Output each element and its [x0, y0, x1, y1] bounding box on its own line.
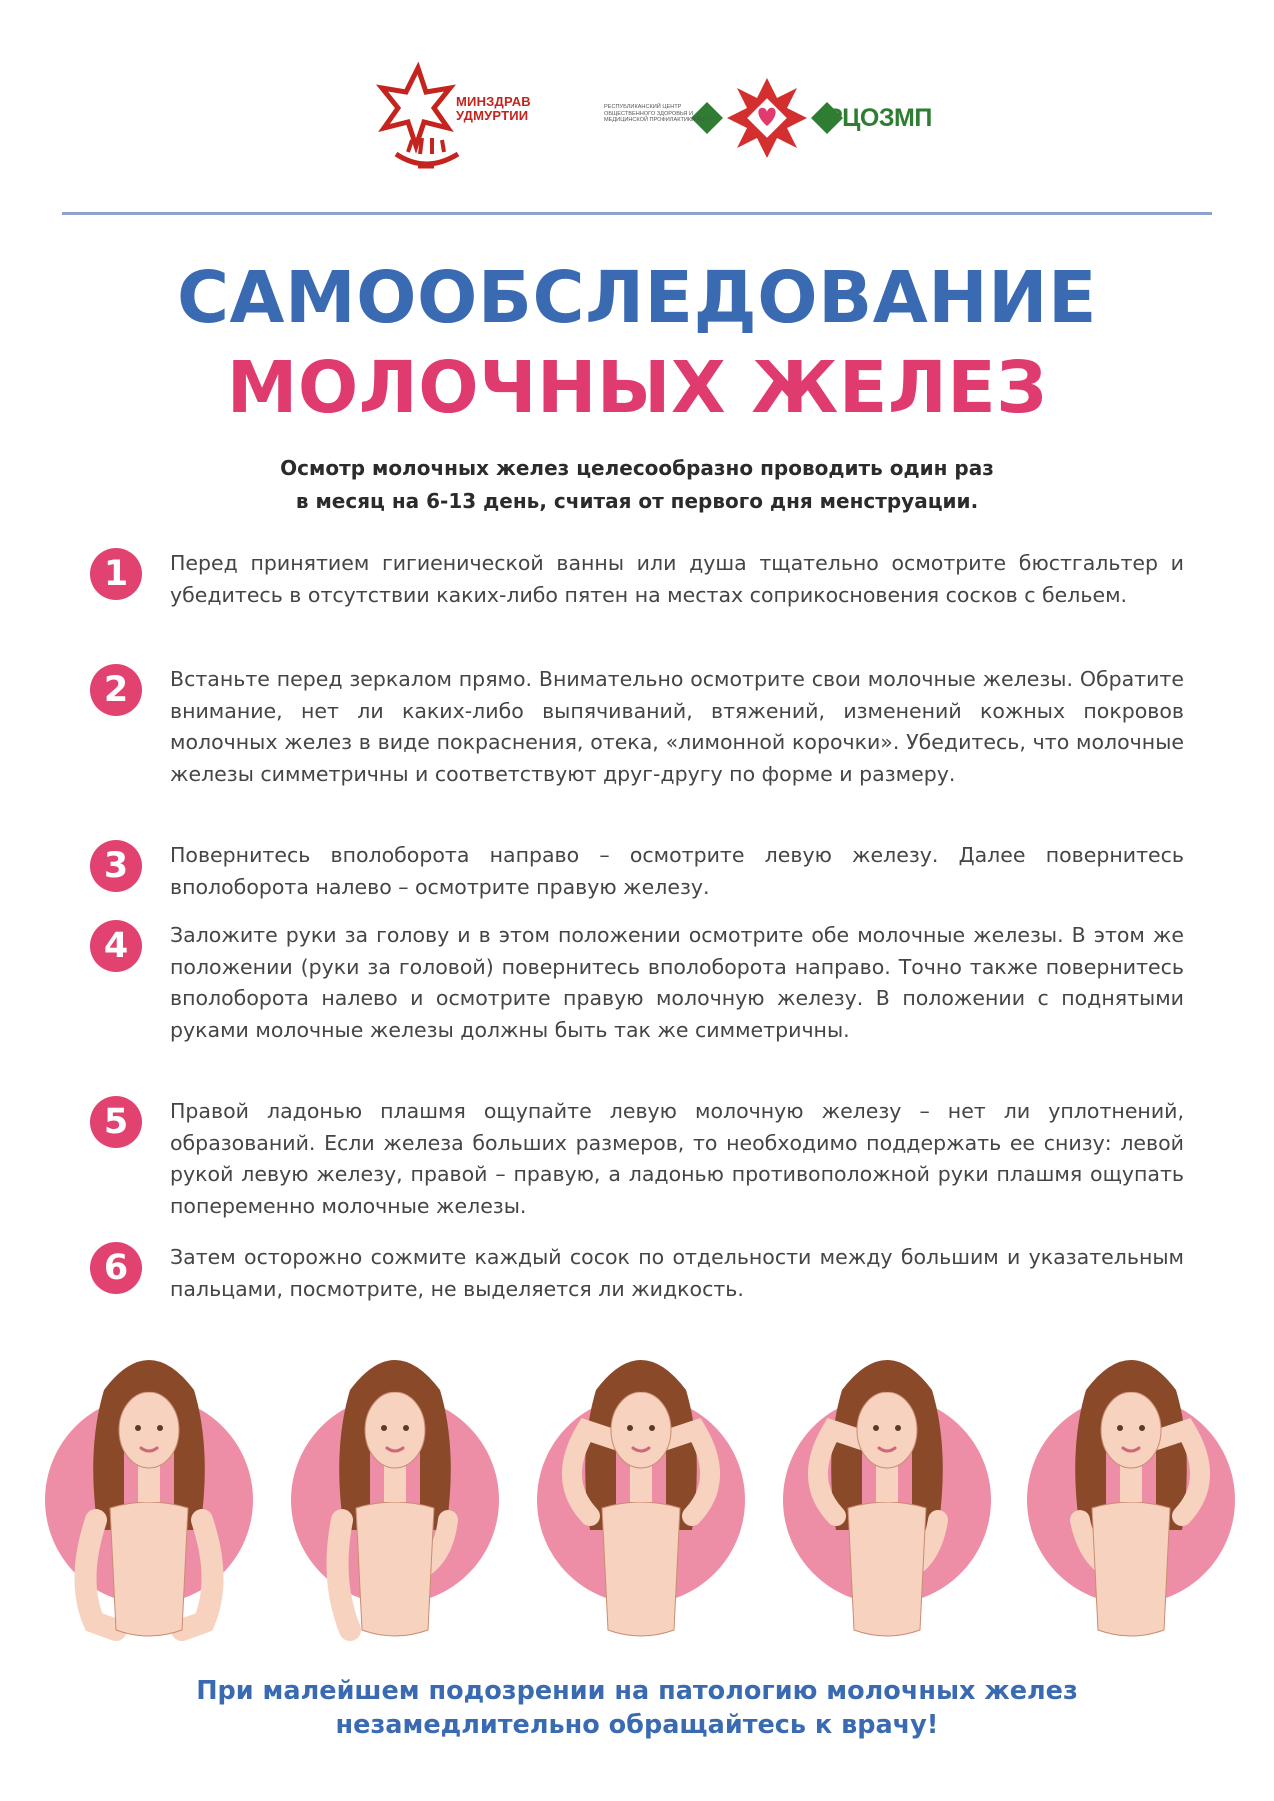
step-text: Затем осторожно сожмите каждый сосок по отдельности между большим и указательным пальцами, посмотрите, не выделяется ли жидкость.: [170, 1245, 1184, 1301]
rcz-name: РЦОЗМП: [826, 104, 932, 132]
rcz-caption: РЕСПУБЛИКАНСКИЙ ЦЕНТР ОБЩЕСТВЕННОГО ЗДОРОВЬЯ И МЕДИЦИНСКОЙ ПРОФИЛАКТИКИ МЗ УР: [604, 104, 714, 124]
step-number-badge: 2: [90, 664, 142, 716]
step-number-badge: 1: [90, 548, 142, 600]
woman-figure-icon: [762, 1330, 1012, 1650]
woman-figure-icon: [1006, 1330, 1256, 1650]
intro-line2: в месяц на 6-13 день, считая от первого дня менструации.: [295, 489, 979, 513]
woman-figure-icon: [516, 1330, 766, 1650]
woman-figure-icon: [24, 1330, 274, 1650]
illustration-pose-3: [516, 1330, 766, 1650]
illustration-pose-1: [24, 1330, 274, 1650]
intro-text: [200, 452, 1074, 518]
step-text: Повернитесь вполоборота направо – осмотрите левую железу. Далее повернитесь вполоборота налево – осмотрите правую железу.: [170, 843, 1184, 899]
woman-figure-icon: [270, 1330, 520, 1650]
step-number-badge: 4: [90, 920, 142, 972]
illustrations-row: [0, 1330, 1274, 1650]
step-text: Правой ладонью плашмя ощупайте левую молочную железу – нет ли уплотнений, образований. Если железа больших размеров, то необходимо поддержать ее снизу: левой рукой левую железу, правой – правую, а ладонью противоположной руки плашмя ощупать попеременно молочные железы.: [170, 1099, 1184, 1218]
step-number-badge: 5: [90, 1096, 142, 1148]
step-number-badge: 3: [90, 840, 142, 892]
header-divider: [62, 212, 1212, 215]
step-text: Заложите руки за голову и в этом положении осмотрите обе молочные железы. В этом же положении (руки за головой) повернитесь вполоборота направо. Точно также повернитесь вполоборота налево и осмотрите правую молочную железу. В положении с поднятыми руками молочные железы должны быть так же симметричны.: [170, 923, 1184, 1042]
footer-warning: [0, 1674, 1274, 1742]
intro-line1: Осмотр молочных желез целесообразно проводить один раз: [280, 456, 994, 480]
step-text: Перед принятием гигиенической ванны или душа тщательно осмотрите бюстгальтер и убедитесь в отсутствии каких-либо пятен на местах соприкосновения сосков с бельем.: [170, 551, 1184, 607]
illustration-pose-2: [270, 1330, 520, 1650]
minzdrav-line1: МИНЗДРАВ: [456, 94, 531, 109]
step-number-badge: 6: [90, 1242, 142, 1294]
illustration-pose-4: [762, 1330, 1012, 1650]
footer-line2: незамедлительно обращайтесь к врачу!: [335, 1710, 939, 1740]
step-text: Встаньте перед зеркалом прямо. Внимательно осмотрите свои молочные железы. Обратите внимание, нет ли каких-либо выпячиваний, втяжений, изменений кожных покровов молочных желез в виде покраснения, отека, «лимонной корочки». Убедитесь, что молочные железы симметричны и соответствуют друг-другу по форме и размеру.: [170, 667, 1184, 786]
minzdrav-line2: УДМУРТИИ: [456, 108, 529, 123]
illustration-pose-5: [1006, 1330, 1256, 1650]
minzdrav-logo-text: [456, 95, 531, 123]
title-line2: МОЛОЧНЫХ ЖЕЛЕЗ: [226, 346, 1048, 429]
title-line1: САМООБСЛЕДОВАНИЕ: [176, 256, 1098, 339]
footer-line1: При малейшем подозрении на патологию молочных желез: [196, 1676, 1078, 1706]
